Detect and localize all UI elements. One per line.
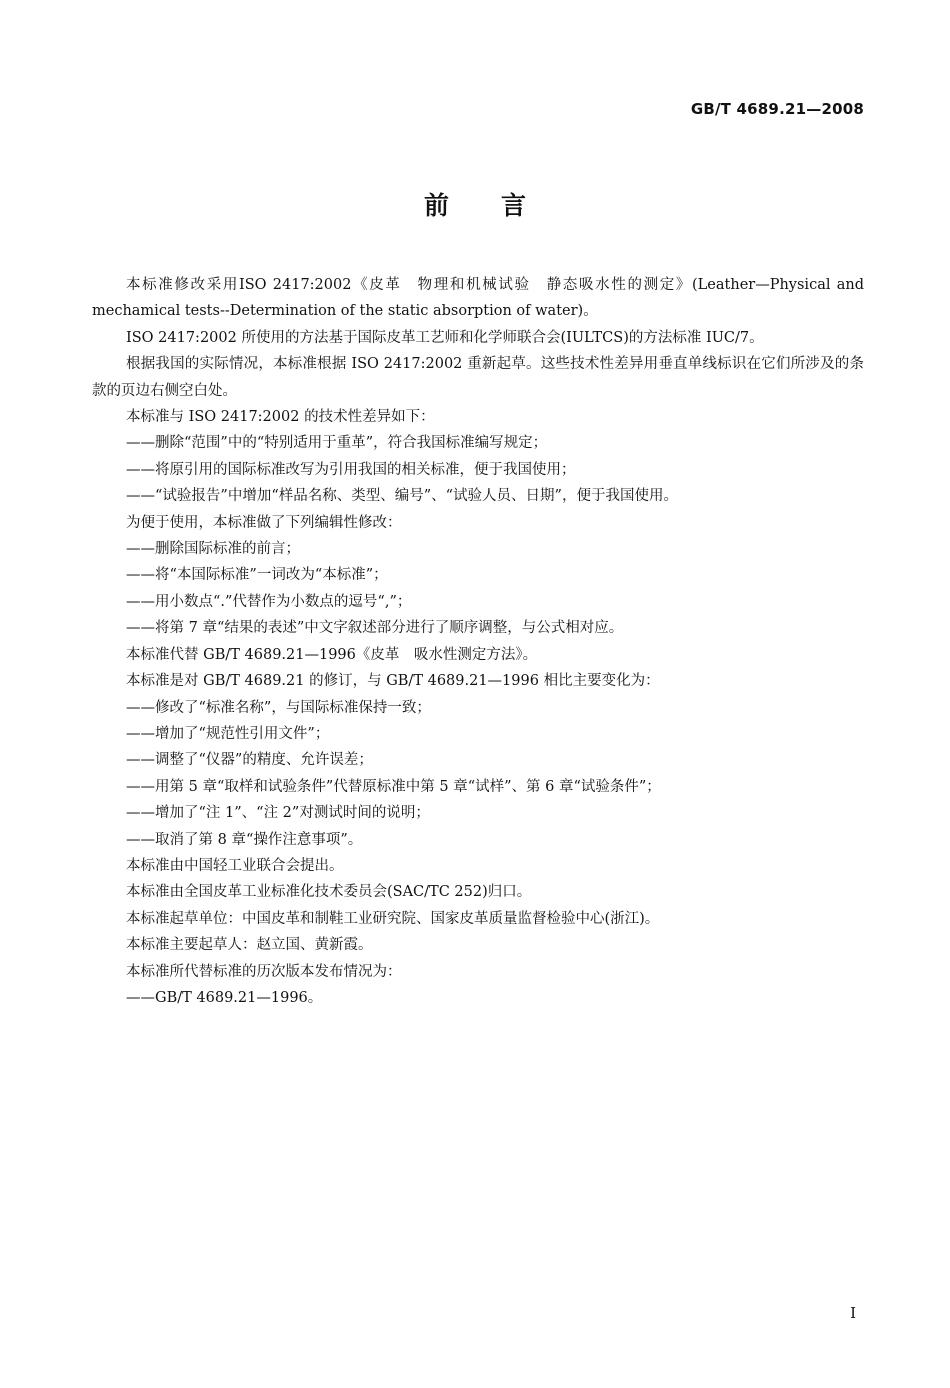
list-item: ——用小数点“.”代替作为小数点的逗号“,”； bbox=[126, 593, 412, 610]
paragraph: 本标准所代替标准的历次版本发布情况为： bbox=[126, 963, 402, 980]
paragraph: 本标准是对 GB/T 4689.21 的修订，与 GB/T 4689.21—1996 相比主要变化为： bbox=[126, 673, 660, 690]
page-title: 前言 bbox=[423, 191, 578, 220]
paragraph: 本标准修改采用ISO 2417:2002《皮革 物理和机械试验 静态吸水性的测定》(Leather—Physical and mechamical tests--Determination of the static absorption of water)。 bbox=[92, 277, 869, 320]
paragraph: 根据我国的实际情况，本标准根据 ISO 2417:2002 重新起草。这些技术性差异用垂直单线标识在它们所涉及的条款的页边右侧空白处。 bbox=[92, 356, 864, 399]
paragraph: 为便于使用，本标准做了下列编辑性修改： bbox=[126, 514, 402, 531]
paragraph: 本标准代替 GB/T 4689.21—1996《皮革 吸水性测定方法》。 bbox=[126, 646, 538, 663]
paragraph: ISO 2417:2002 所使用的方法基于国际皮革工艺师和化学师联合会(IULTCS)的方法标准 IUC/7。 bbox=[126, 329, 764, 346]
list-item: ——删除国际标准的前言； bbox=[126, 541, 300, 558]
list-item: ——将第 7 章“结果的表述”中文字叙述部分进行了顺序调整，与公式相对应。 bbox=[126, 620, 624, 637]
list-item: ——调整了“仪器”的精度、允许误差； bbox=[126, 752, 373, 769]
paragraph: 本标准由中国轻工业联合会提出。 bbox=[126, 857, 344, 874]
list-item: ——增加了“注 1”、“注 2”对测试时间的说明； bbox=[126, 805, 430, 822]
paragraph: 本标准主要起草人：赵立国、黄新霞。 bbox=[126, 937, 373, 954]
list-item: ——“试验报告”中增加“样品名称、类型、编号”、“试验人员、日期”，便于我国使用。 bbox=[126, 488, 678, 505]
paragraph: 本标准由全国皮革工业标准化技术委员会(SAC/TC 252)归口。 bbox=[126, 884, 532, 901]
foreword-body bbox=[92, 272, 869, 1011]
list-item: ——增加了“规范性引用文件”； bbox=[126, 725, 330, 742]
list-item: ——GB/T 4689.21—1996。 bbox=[126, 989, 323, 1006]
list-item: ——修改了“标准名称”，与国际标准保持一致； bbox=[126, 699, 431, 716]
list-item: ——将原引用的国际标准改写为引用我国的相关标准，便于我国使用； bbox=[126, 461, 576, 478]
list-item: ——用第 5 章“取样和试验条件”代替原标准中第 5 章“试样”、第 6 章“试验条件”； bbox=[126, 778, 661, 795]
standard-code: GB/T 4689.21—2008 bbox=[690, 100, 864, 118]
paragraph: 本标准与 ISO 2417:2002 的技术性差异如下： bbox=[126, 409, 435, 426]
list-item: ——将“本国际标准”一词改为“本标准”； bbox=[126, 567, 388, 584]
list-item: ——删除“范围”中的“特别适用于重革”，符合我国标准编写规定； bbox=[126, 435, 548, 452]
page-number: I bbox=[850, 1304, 856, 1322]
list-item: ——取消了第 8 章“操作注意事项”。 bbox=[126, 831, 363, 848]
paragraph: 本标准起草单位：中国皮革和制鞋工业研究院、国家皮革质量监督检验中心(浙江)。 bbox=[126, 910, 660, 927]
